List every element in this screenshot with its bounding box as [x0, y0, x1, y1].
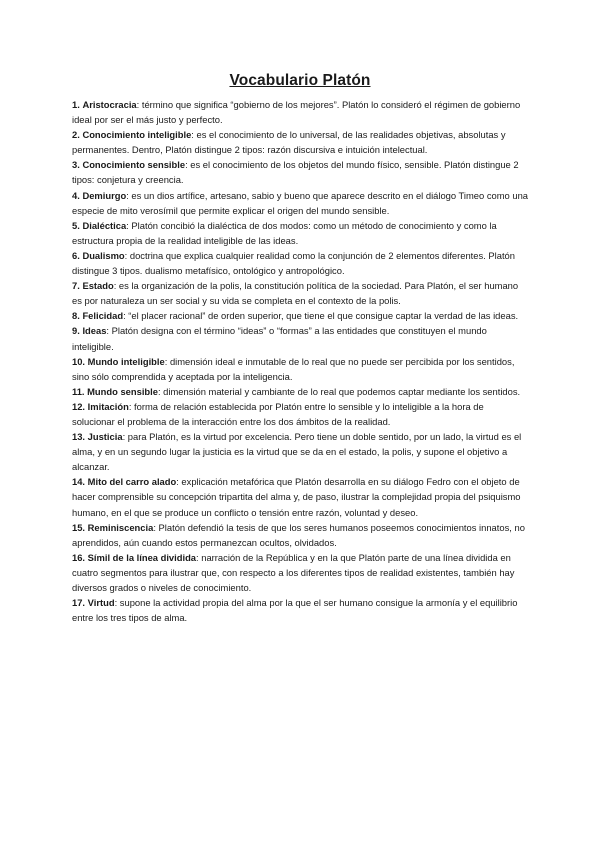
entry-number: 9. — [72, 325, 80, 337]
entry-definition: : Platón designa con el término “ideas” o “formas” a las entidades que constituyen el mundo inteligible. — [72, 325, 487, 352]
entry-number: 7. — [72, 280, 80, 292]
entry-term: Felicidad — [82, 310, 124, 322]
vocabulary-entry — [72, 127, 528, 157]
entry-term: Virtud — [87, 597, 115, 609]
vocabulary-entry — [72, 354, 528, 384]
entry-number: 5. — [72, 219, 80, 231]
document-title: Vocabulario Platón — [229, 72, 371, 89]
entry-term: Aristocracia — [82, 99, 137, 110]
vocabulary-entry — [72, 248, 528, 278]
vocabulary-entry — [72, 520, 528, 550]
entry-definition: : dimensión material y cambiante de lo real que podemos captar mediante los sentidos. — [157, 385, 521, 397]
vocabulary-entry — [72, 97, 528, 127]
entry-term: Conocimiento sensible — [82, 159, 186, 171]
entry-definition: : “el placer racional” de orden superior, que tiene el que consigue captar la verdad de las ideas. — [123, 310, 519, 322]
entry-definition: : es el conocimiento de lo universal, de las realidades objetivas, absolutas y permanentes. Dentro, Platón distingue 2 tipos: razón discursiva e intuición intelectual. — [72, 129, 506, 156]
entry-term: Mundo sensible — [87, 385, 158, 397]
vocabulary-entry — [72, 157, 528, 187]
entry-term: Demiurgo — [82, 189, 127, 201]
entry-number: 12. — [72, 400, 86, 412]
entry-number: 3. — [72, 159, 80, 171]
entry-number: 14. — [72, 476, 86, 488]
entry-definition: : es el conocimiento de los objetos del mundo físico, sensible. Platón distingue 2 tipos: conjetura y creencia. — [72, 159, 519, 186]
entry-term: Mundo inteligible — [87, 355, 165, 367]
vocabulary-entry — [72, 384, 528, 399]
entry-number: 4. — [72, 189, 80, 201]
vocabulary-entry — [72, 323, 528, 353]
entry-definition: : supone la actividad propia del alma por la que el ser humano consigue la armonía y el equilibrio entre los tres tipos de alma. — [72, 597, 518, 624]
entry-term: Mito del carro alado — [87, 476, 177, 488]
vocabulary-entry — [72, 550, 528, 595]
entry-term: Estado — [82, 280, 114, 292]
entry-definition: : doctrina que explica cualquier realidad como la conjunción de 2 elementos diferentes. Platón distingue 3 tipos. dualismo metafísico, ontológico y antropológico. — [72, 249, 515, 277]
entry-definition: : forma de relación establecida por Platón entre lo sensible y lo inteligible a la hora de solucionar el problema de la interacción entre los dos ámbitos de la realidad. — [72, 400, 484, 427]
vocabulary-list — [72, 97, 528, 625]
entry-definition: : para Platón, es la virtud por excelencia. Pero tiene un doble sentido, por un lado, la virtud es el alma, y en un segundo lugar la justicia es la virtud que se da en el estado, la polis, y supone el objetivo a alcanzar. — [72, 431, 522, 473]
entry-term: Símil de la línea dividida — [87, 551, 197, 563]
entry-definition: : dimensión ideal e inmutable de lo real que no puede ser percibida por los sentidos, sino sólo comprendida y aceptada por la inteligencia. — [72, 355, 515, 382]
entry-term: Justicia — [87, 431, 123, 443]
entry-definition: : narración de la República y en la que Platón parte de una línea dividida en cuatro segmentos para ilustrar que, con respecto a los diferentes tipos de realidad existentes, también hay diversos grados o niveles de conocimiento. — [72, 551, 515, 593]
entry-term: Imitación — [87, 400, 129, 412]
entry-number: 6. — [72, 249, 80, 261]
entry-number: 2. — [72, 129, 80, 141]
entry-number: 17. — [72, 597, 86, 609]
entry-definition: : Platón defendió la tesis de que los seres humanos poseemos conocimientos innatos, no aprendidos, aún cuando estos permanezcan ocultos, olvidados. — [72, 521, 525, 548]
entry-term: Conocimiento inteligible — [82, 129, 192, 141]
entry-term: Reminiscencia — [87, 521, 154, 533]
entry-definition: : término que significa “gobierno de los mejores”. Platón lo consideró el régimen de gobierno ideal por ser el más justo y perfecto. — [72, 99, 521, 126]
vocabulary-entry — [72, 218, 528, 248]
entry-number: 8. — [72, 310, 80, 322]
vocabulary-entry — [72, 595, 528, 625]
vocabulary-entry — [72, 188, 528, 218]
entry-definition: : es la organización de la polis, la constitución política de la sociedad. Para Platón, el ser humano es por naturaleza un ser social y su vida se completa en el contexto de la polis. — [72, 280, 519, 307]
entry-number: 11. — [72, 385, 85, 397]
vocabulary-entry — [72, 399, 528, 429]
entry-number: 13. — [72, 431, 86, 443]
entry-term: Dialéctica — [82, 219, 127, 231]
vocabulary-entry — [72, 278, 528, 308]
entry-number: 16. — [72, 551, 86, 563]
entry-definition: : explicación metafórica que Platón desarrolla en su diálogo Fedro con el objeto de hacer comprensible su concepción tripartita del alma y, de paso, ilustrar la complejidad propia del psiquismo humano, en el que se produce un conflicto o tensión entre razón, voluntad y deseo. — [72, 476, 521, 518]
entry-definition: : Platón concibió la dialéctica de dos modos: como un método de conocimiento y como la estructura propia de la realidad inteligible de las ideas. — [72, 219, 497, 246]
vocabulary-entry — [72, 308, 528, 323]
vocabulary-entry — [72, 474, 528, 519]
entry-term: Ideas — [82, 325, 107, 337]
entry-number: 15. — [72, 521, 86, 533]
entry-term: Dualismo — [82, 249, 125, 261]
entry-definition: : es un dios artífice, artesano, sabio y bueno que aparece descrito en el diálogo Timeo como una especie de mito verosímil que permite explicar el origen del mundo sensible. — [72, 189, 529, 216]
entry-number: 10. — [72, 355, 86, 367]
vocabulary-entry — [72, 429, 528, 474]
entry-number: 1. — [72, 99, 80, 110]
